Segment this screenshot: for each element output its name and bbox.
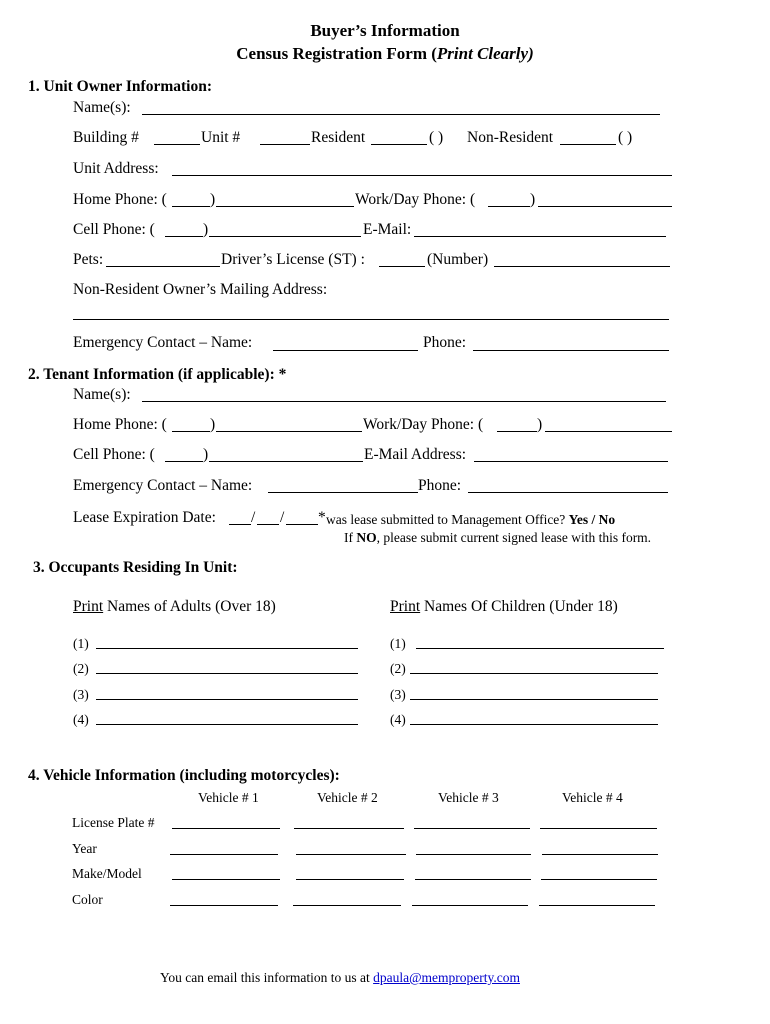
owner-home-phone-field[interactable] xyxy=(216,206,354,207)
child-4-field[interactable] xyxy=(410,724,658,725)
child-number: (1) xyxy=(390,636,406,651)
lease-question xyxy=(326,511,615,529)
vehicle-2-plate-field[interactable] xyxy=(294,828,404,829)
drivers-license-label: Driver’s License (ST) : xyxy=(221,251,365,268)
vehicle-1-header: Vehicle # 1 xyxy=(198,790,259,805)
vehicle-3-plate-field[interactable] xyxy=(414,828,530,829)
child-number: (3) xyxy=(390,687,406,702)
adult-number: (2) xyxy=(73,661,89,676)
owner-cell-phone-label: Cell Phone: ( xyxy=(73,221,155,238)
vehicle-3-make-field[interactable] xyxy=(415,879,531,880)
vehicle-2-color-field[interactable] xyxy=(293,905,401,906)
owner-email-label: E-Mail: xyxy=(363,221,412,238)
vehicle-4-year-field[interactable] xyxy=(542,854,658,855)
adult-number: (4) xyxy=(73,712,89,727)
vehicle-1-year-field[interactable] xyxy=(170,854,278,855)
adult-2-field[interactable] xyxy=(96,673,358,674)
tenant-work-phone-field[interactable] xyxy=(545,431,672,432)
section-4-heading: 4. Vehicle Information (including motorcycles): xyxy=(28,767,340,784)
vehicle-4-plate-field[interactable] xyxy=(540,828,657,829)
make-model-label: Make/Model xyxy=(72,866,142,881)
tenant-home-phone-field[interactable] xyxy=(216,431,362,432)
tenant-names-field[interactable] xyxy=(142,401,666,402)
owner-home-area-field[interactable] xyxy=(172,206,210,207)
paren-close: ) xyxy=(210,191,216,208)
adult-number: (1) xyxy=(73,636,89,651)
tenant-home-phone-label: Home Phone: ( xyxy=(73,416,167,433)
owner-email-field[interactable] xyxy=(414,236,666,237)
date-slash: / xyxy=(280,509,285,526)
mailing-address-label: Non-Resident Owner’s Mailing Address: xyxy=(73,281,328,298)
vehicle-2-header: Vehicle # 2 xyxy=(317,790,378,805)
vehicle-4-header: Vehicle # 4 xyxy=(562,790,623,805)
resident-field[interactable] xyxy=(371,144,427,145)
unit-field[interactable] xyxy=(260,144,310,145)
child-2-field[interactable] xyxy=(410,673,658,674)
owner-names-field[interactable] xyxy=(142,114,660,115)
footer-note xyxy=(160,969,520,987)
adult-4-field[interactable] xyxy=(96,724,358,725)
lease-question-text: was lease submitted to Management Office? xyxy=(326,512,569,527)
building-field[interactable] xyxy=(154,144,200,145)
tenant-work-phone-label: Work/Day Phone: ( xyxy=(363,416,484,433)
section-2-heading: 2. Tenant Information (if applicable): * xyxy=(28,366,287,383)
form-title: Buyer’s Information xyxy=(310,21,460,40)
tenant-emergency-name-field[interactable] xyxy=(268,492,418,493)
tenant-emergency-phone-label: Phone: xyxy=(418,477,462,494)
year-label: Year xyxy=(72,841,97,856)
unit-address-field[interactable] xyxy=(172,175,672,176)
pets-label: Pets: xyxy=(73,251,104,268)
vehicle-3-color-field[interactable] xyxy=(412,905,528,906)
subtitle-italic: Print Clearly) xyxy=(436,44,534,63)
paren-close: ) xyxy=(203,446,209,463)
paren-close: ) xyxy=(537,416,543,433)
yes-no-option[interactable]: Yes / No xyxy=(568,512,616,527)
adults-header xyxy=(73,598,276,616)
unit-address-label: Unit Address: xyxy=(73,160,159,177)
lease-year-field[interactable] xyxy=(286,524,318,525)
paren-close: ) xyxy=(210,416,216,433)
building-label: Building # xyxy=(73,129,139,146)
tenant-cell-phone-field[interactable] xyxy=(209,461,363,462)
paren-close: ) xyxy=(203,221,209,238)
owner-emergency-name-label: Emergency Contact – Name: xyxy=(73,334,253,351)
footer-email-link[interactable]: dpaula@memproperty.com xyxy=(373,970,520,985)
footer-text: You can email this information to us at xyxy=(160,970,374,985)
section-3-heading: 3. Occupants Residing In Unit: xyxy=(33,559,238,576)
lease-expiration-label: Lease Expiration Date: xyxy=(73,509,216,526)
print-word: Print xyxy=(390,598,421,615)
vehicle-3-header: Vehicle # 3 xyxy=(438,790,499,805)
child-number: (4) xyxy=(390,712,406,727)
tenant-emergency-name-label: Emergency Contact – Name: xyxy=(73,477,253,494)
drivers-license-number-field[interactable] xyxy=(494,266,670,267)
date-slash: / xyxy=(251,509,256,526)
adult-1-field[interactable] xyxy=(96,648,358,649)
section-1-heading: 1. Unit Owner Information: xyxy=(28,78,212,95)
license-number-label: (Number) xyxy=(427,251,489,268)
tenant-cell-phone-label: Cell Phone: ( xyxy=(73,446,155,463)
if-text: If xyxy=(344,530,357,545)
no-bold: NO xyxy=(356,530,377,545)
vehicle-2-year-field[interactable] xyxy=(296,854,406,855)
nonresident-field[interactable] xyxy=(560,144,616,145)
child-3-field[interactable] xyxy=(410,699,658,700)
vehicle-2-make-field[interactable] xyxy=(296,879,404,880)
owner-work-phone-field[interactable] xyxy=(538,206,672,207)
if-rest: , please submit current signed lease with this form. xyxy=(376,530,652,545)
lease-asterisk: * xyxy=(318,509,326,526)
form-subtitle xyxy=(0,45,770,63)
owner-home-phone-label: Home Phone: ( xyxy=(73,191,167,208)
child-number: (2) xyxy=(390,661,406,676)
child-1-field[interactable] xyxy=(416,648,664,649)
vehicle-4-make-field[interactable] xyxy=(541,879,657,880)
owner-cell-phone-field[interactable] xyxy=(209,236,361,237)
tenant-email-field[interactable] xyxy=(474,461,668,462)
tenant-cell-area-field[interactable] xyxy=(165,461,203,462)
tenant-names-label: Name(s): xyxy=(73,386,131,403)
resident-checkbox[interactable]: ( ) xyxy=(429,129,444,146)
unit-label: Unit # xyxy=(201,129,241,146)
vehicle-1-make-field[interactable] xyxy=(172,879,280,880)
owner-cell-area-field[interactable] xyxy=(165,236,203,237)
owner-emergency-phone-field[interactable] xyxy=(473,350,669,351)
nonresident-label: Non-Resident xyxy=(467,129,554,146)
adult-number: (3) xyxy=(73,687,89,702)
mailing-address-field[interactable] xyxy=(73,319,669,320)
owner-work-phone-label: Work/Day Phone: ( xyxy=(355,191,476,208)
lease-month-field[interactable] xyxy=(229,524,251,525)
owner-emergency-name-field[interactable] xyxy=(273,350,418,351)
vehicle-1-plate-field[interactable] xyxy=(172,828,280,829)
owner-work-area-field[interactable] xyxy=(488,206,530,207)
vehicle-1-color-field[interactable] xyxy=(170,905,278,906)
drivers-license-state-field[interactable] xyxy=(379,266,425,267)
tenant-home-area-field[interactable] xyxy=(172,431,210,432)
nonresident-checkbox[interactable]: ( ) xyxy=(618,129,633,146)
vehicle-4-color-field[interactable] xyxy=(539,905,655,906)
children-header-rest: Names Of Children (Under 18) xyxy=(420,598,618,615)
print-word: Print xyxy=(73,598,104,615)
adults-header-rest: Names of Adults (Over 18) xyxy=(103,598,276,615)
subtitle-main: Census Registration Form ( xyxy=(236,44,437,63)
vehicle-3-year-field[interactable] xyxy=(416,854,531,855)
paren-close: ) xyxy=(530,191,536,208)
license-plate-label: License Plate # xyxy=(72,815,155,830)
adult-3-field[interactable] xyxy=(96,699,358,700)
lease-day-field[interactable] xyxy=(257,524,279,525)
tenant-emergency-phone-field[interactable] xyxy=(468,492,668,493)
pets-field[interactable] xyxy=(106,266,220,267)
color-label: Color xyxy=(72,892,103,907)
children-header xyxy=(390,598,618,616)
tenant-work-area-field[interactable] xyxy=(497,431,537,432)
owner-emergency-phone-label: Phone: xyxy=(423,334,467,351)
resident-label: Resident xyxy=(311,129,366,146)
tenant-email-label: E-Mail Address: xyxy=(364,446,467,463)
owner-names-label: Name(s): xyxy=(73,99,131,116)
lease-instruction xyxy=(344,529,651,547)
